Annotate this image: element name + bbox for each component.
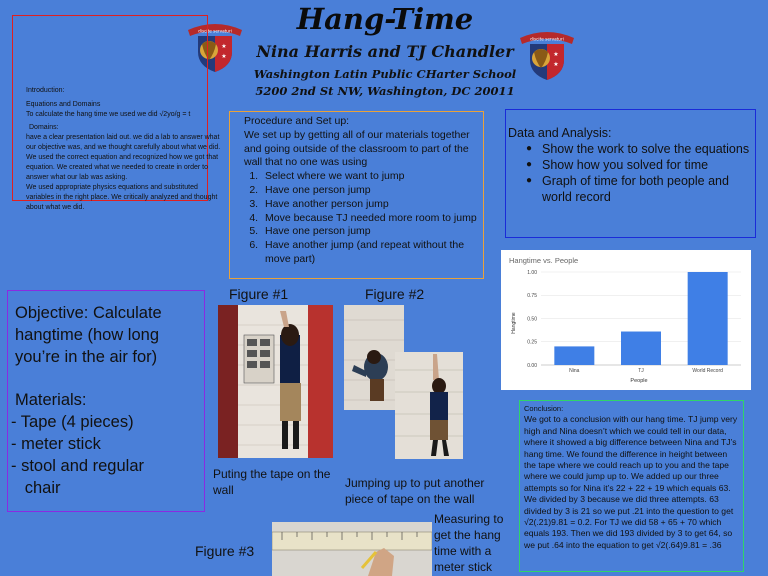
- figure-3-caption: Measuring to get the hang time with a meter stick: [434, 512, 504, 574]
- figure-1-caption: Puting the tape on the wall: [213, 467, 331, 497]
- materials-item: - Tape (4 pieces): [11, 413, 134, 431]
- data-analysis-list: [508, 141, 751, 205]
- school-crest-right-icon: [516, 26, 578, 82]
- figure-3-photo: [272, 522, 432, 576]
- chart-title: Hangtime vs. People: [509, 256, 579, 265]
- procedure-intro: We set up by getting all of our materials together and going outside of the classroom to part of the wall that no one was using: [244, 128, 470, 169]
- svg-text:★: ★: [553, 62, 559, 68]
- conclusion-heading: Conclusion:: [524, 404, 564, 413]
- materials-item: - meter stick: [11, 435, 101, 453]
- procedure-steps: [244, 170, 479, 267]
- chart-ytick-label: 0.25: [527, 339, 537, 346]
- crest-motto-left: discite servaturi: [198, 28, 232, 34]
- intro-heading: Introduction:: [26, 87, 65, 94]
- procedure-step: 6. Have another jump (and repeat without the move part): [261, 239, 479, 267]
- chart-xtick-label: Nina: [569, 368, 580, 374]
- figure-1-label: Figure #1: [229, 286, 289, 302]
- crest-motto-right: discite servaturi: [530, 36, 564, 42]
- materials-item: - stool and regular: [11, 457, 144, 475]
- intro-body: have a clear presentation laid out. we did a lab to answer what our objective was, and we thought carefully about what we did. We used the correct equation and recognized how we got that equation. We created what we needed to create in order to answer what our lab was asking.: [26, 134, 221, 181]
- procedure-step: 3. Have another person jump: [261, 198, 479, 212]
- figure-1-photo: [218, 305, 333, 458]
- chart-xtick-label: World Record: [692, 368, 723, 374]
- svg-text:★: ★: [553, 52, 559, 58]
- chart-bar: [554, 346, 594, 365]
- figure-2-caption: Jumping up to put another piece of tape on the wall: [345, 476, 485, 506]
- objective-text: Objective: Calculate hangtime (how long you’re in the air for): [15, 304, 162, 366]
- intro-body-2: We used appropriate physics equations and substituted variables in the right place. We critically analyzed and thought about what we did.: [26, 184, 218, 211]
- procedure-section: [229, 111, 484, 279]
- data-analysis-heading: Data and Analysis:: [508, 126, 612, 140]
- school-address: 5200 2nd St NW, Washington, DC 20011: [255, 84, 515, 98]
- procedure-step: 4. Move because TJ needed more room to jump: [261, 212, 479, 226]
- figure-2-photo-b: [395, 352, 463, 459]
- procedure-step: 2. Have one person jump: [261, 184, 479, 198]
- hangtime-chart-svg: [501, 250, 751, 390]
- figure-3-label: Figure #3: [195, 543, 255, 559]
- chart-ytick-label: 1.00: [527, 269, 537, 276]
- school-name: Washington Latin Public CHarter School: [253, 67, 517, 81]
- hangtime-chart: [501, 250, 751, 390]
- introduction-section: [26, 86, 226, 213]
- data-analysis-item: ● Show the work to solve the equations: [538, 141, 751, 157]
- materials-list: [11, 411, 144, 499]
- procedure-heading: Procedure and Set up:: [244, 115, 350, 127]
- intro-subheading: Equations and Domains: [26, 101, 101, 108]
- intro-domains-label: Domains:: [29, 124, 59, 131]
- chart-bar: [688, 272, 728, 365]
- chart-ylabel: Hangtime: [511, 312, 517, 334]
- intro-equation: To calculate the hang time we used we did √2yo/g = t: [26, 111, 191, 118]
- chart-ytick-label: 0.50: [527, 316, 537, 323]
- data-analysis-item: ● Graph of time for both people and world record: [538, 173, 751, 205]
- chart-ytick-label: 0.75: [527, 293, 537, 300]
- poster-title: Hang-Time: [296, 2, 474, 36]
- chart-ytick-label: 0.00: [527, 362, 537, 369]
- chart-xtick-label: TJ: [638, 368, 644, 374]
- conclusion-section: [519, 400, 744, 572]
- materials-heading: Materials:: [15, 391, 87, 409]
- figure-2-label: Figure #2: [365, 286, 425, 302]
- materials-item: chair: [11, 479, 61, 497]
- data-analysis-item: ● Show how you solved for time: [538, 157, 751, 173]
- objective-materials-section: [7, 290, 205, 512]
- chart-xlabel: People: [630, 378, 648, 384]
- svg-text:★: ★: [221, 44, 227, 50]
- chart-bar: [621, 332, 661, 365]
- procedure-step: 1. Select where we want to jump: [261, 170, 479, 184]
- svg-text:★: ★: [221, 54, 227, 60]
- conclusion-body: We got to a conclusion with our hang time. TJ jump very high and Nina doesn’t which we could tell in our data, where it showed a big difference between Nina and TJ’s hang time. We found the difference in height between the tape where we could reach up to you and the tape where we could jump up to. We added up our three attempts so for Nina it’s 22 + 22 + 19 which equals 63. We divided by 3 because we did three attempts. 63 divided by 3 is 21 so we put .21 into the question to get √2(.21)9.81 = 0.2. For TJ we did 58 + 65 + 70 which equals 193. Then we did 193 divided by 3 to get 64, so we put .64 into the equation to get √2(.64)9.81 = .36: [524, 414, 738, 550]
- authors: Nina Harris and TJ Chandler: [256, 42, 514, 61]
- procedure-step: 5. Have one person jump: [261, 225, 479, 239]
- data-analysis-section: [505, 109, 756, 238]
